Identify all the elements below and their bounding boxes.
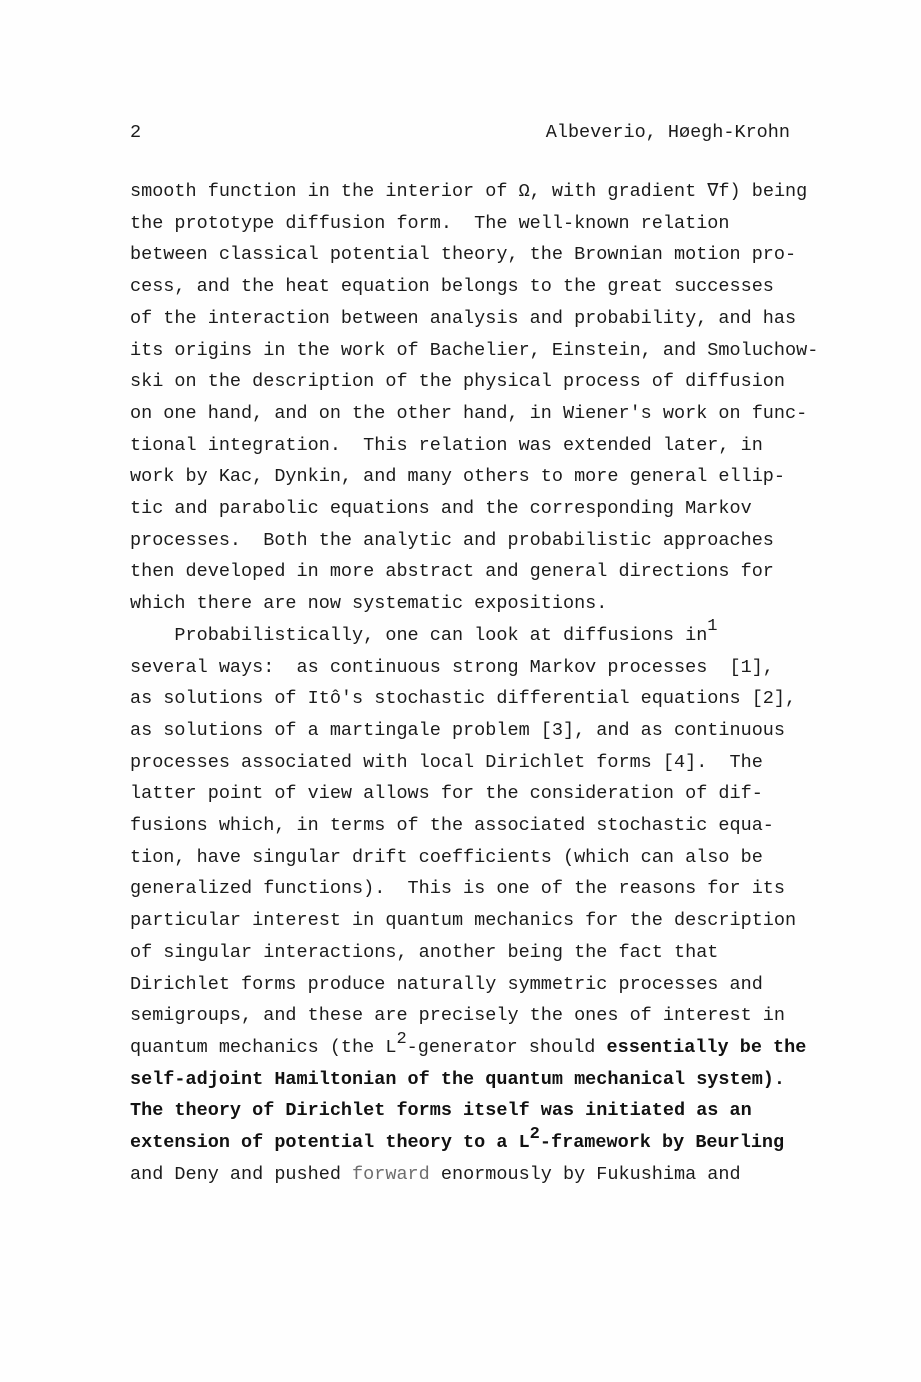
text-segment: fusions which, in terms of the associated stochastic equa- [130,815,774,837]
superscript: 1 [707,617,718,637]
text-segment: ski on the description of the physical process of diffusion [130,371,786,393]
text-segment: several ways: as continuous strong Markov processes [1], [130,656,774,678]
text-line [130,683,831,715]
text-segment: tional integration. This relation was extended later, in [130,434,763,456]
text-segment: as solutions of a martingale problem [3], and as continuous [130,719,786,741]
text-line [130,366,831,398]
running-head: Albeverio, Høegh-Krohn [545,122,790,143]
text-line [130,588,831,620]
text-line [130,842,831,874]
text-line [130,810,831,842]
text-line [130,969,831,1001]
text-line [130,493,831,525]
text-line [130,715,831,747]
text-line [130,937,831,969]
text-line [130,525,831,557]
text-line [130,1095,831,1127]
text-segment: smooth function in the interior of Ω, with gradient ∇f) being [130,181,808,202]
text-segment: -framework by Beurling [539,1132,785,1154]
superscript: 2 [529,1124,540,1144]
text-line [130,1064,831,1096]
text-line [130,747,831,779]
text-segment: between classical potential theory, the Brownian motion pro- [130,244,797,266]
text-line [130,617,831,652]
text-segment: the prototype diffusion form. The well-known relation [130,212,730,234]
text-segment: work by Kac, Dynkin, and many others to more general ellip- [130,466,786,488]
text-segment: semigroups, and these are precisely the ones of interest in [130,1005,786,1027]
text-line [130,208,831,240]
text-line [130,335,831,367]
text-segment: quantum mechanics (the L [130,1036,397,1058]
text-line [130,556,831,588]
text-segment: essentially be the [606,1036,807,1058]
text-segment: of the interaction between analysis and probability, and has [130,307,797,329]
text-line [130,905,831,937]
text-line [130,1029,831,1064]
page-header [130,117,790,149]
text-line [130,778,831,810]
superscript: 2 [396,1029,407,1049]
text-segment: The theory of Dirichlet forms itself was initiated as an [130,1100,752,1122]
text-segment: on one hand, and on the other hand, in Wiener's work on func- [130,402,808,424]
body-text [130,176,831,1191]
text-segment: extension of potential theory to a L [130,1132,530,1154]
text-segment: as solutions of Itô's stochastic differential equations [2], [130,688,797,710]
text-segment: Probabilistically, one can look at diffusions in [130,624,708,646]
text-segment: generalized functions). This is one of the reasons for its [130,878,786,900]
text-line [130,303,831,335]
text-line [130,1159,831,1191]
text-line [130,239,831,271]
text-line [130,176,831,208]
text-segment: Dirichlet forms produce naturally symmetric processes and [130,973,763,995]
text-line [130,1000,831,1032]
text-segment: of singular interactions, another being the fact that [130,941,719,963]
text-line [130,398,831,430]
text-segment: its origins in the work of Bachelier, Einstein, and Smoluchow- [130,339,819,361]
text-line [130,461,831,493]
text-segment: enormously by Fukushima and [429,1163,741,1185]
text-segment: self-adjoint Hamiltonian of the quantum mechanical system). [130,1068,786,1090]
text-segment: forward [352,1163,430,1185]
text-line [130,271,831,303]
text-line [130,430,831,462]
text-segment: which there are now systematic expositions. [130,593,608,615]
text-line [130,1124,831,1159]
text-segment: particular interest in quantum mechanics for the description [130,910,797,932]
text-segment: and Deny and pushed [130,1163,353,1185]
text-line [130,873,831,905]
text-segment: then developed in more abstract and general directions for [130,561,774,583]
text-segment: processes. Both the analytic and probabilistic approaches [130,529,774,551]
text-segment: cess, and the heat equation belongs to the great successes [130,276,774,298]
text-segment: -generator should [406,1036,607,1058]
text-segment: latter point of view allows for the consideration of dif- [130,783,763,805]
page-number: 2 [130,122,142,143]
text-segment: tic and parabolic equations and the corresponding Markov [130,498,752,520]
text-line [130,652,831,684]
text-segment: tion, have singular drift coefficients (which can also be [130,846,763,868]
text-segment: processes associated with local Dirichlet forms [4]. The [130,751,763,773]
